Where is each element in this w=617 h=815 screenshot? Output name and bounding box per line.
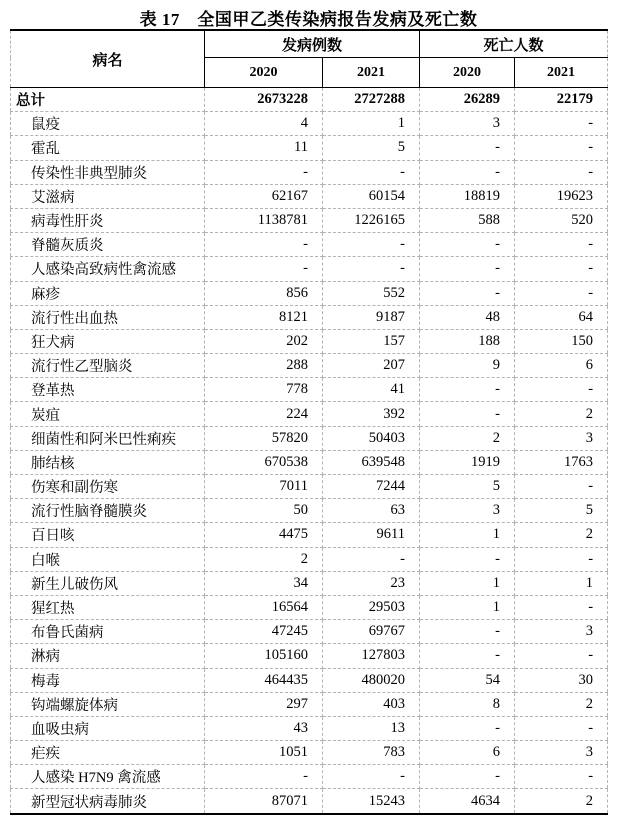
table-header (11, 30, 608, 88)
header-row-groups (11, 30, 608, 58)
value-cell: 48 (420, 305, 515, 329)
value-cell: 5 (323, 136, 420, 160)
disease-name-cell: 伤寒和副伤寒 (11, 475, 205, 499)
value-cell: 7011 (205, 475, 323, 499)
value-cell: 9 (420, 354, 515, 378)
value-cell: - (205, 765, 323, 789)
table-row (11, 160, 608, 184)
disease-name-cell: 新生儿破伤风 (11, 571, 205, 595)
value-cell: 30 (515, 668, 608, 692)
table-row (11, 112, 608, 136)
disease-name-cell: 霍乱 (11, 136, 205, 160)
value-cell: 639548 (323, 450, 420, 474)
value-cell: - (420, 547, 515, 571)
value-cell: 783 (323, 741, 420, 765)
value-cell: - (420, 765, 515, 789)
value-cell: 297 (205, 692, 323, 716)
value-cell: 856 (205, 281, 323, 305)
disease-name-cell: 淋病 (11, 644, 205, 668)
value-cell: - (515, 765, 608, 789)
value-cell: 1226165 (323, 208, 420, 232)
table-row (11, 789, 608, 814)
total-deaths-2021: 22179 (515, 88, 608, 112)
value-cell: 778 (205, 378, 323, 402)
value-cell: 8 (420, 692, 515, 716)
value-cell: 87071 (205, 789, 323, 814)
table-row (11, 571, 608, 595)
value-cell: 1051 (205, 741, 323, 765)
value-cell: 64 (515, 305, 608, 329)
table-row (11, 595, 608, 619)
value-cell: 392 (323, 402, 420, 426)
table-row (11, 184, 608, 208)
value-cell: - (323, 160, 420, 184)
table-row (11, 523, 608, 547)
value-cell: - (420, 644, 515, 668)
disease-name-cell: 脊髓灰质炎 (11, 233, 205, 257)
value-cell: 127803 (323, 644, 420, 668)
table-body (11, 88, 608, 814)
value-cell: 2 (205, 547, 323, 571)
disease-name-cell: 梅毒 (11, 668, 205, 692)
value-cell: 3 (515, 741, 608, 765)
disease-name-cell: 猩红热 (11, 595, 205, 619)
value-cell: 1 (420, 523, 515, 547)
column-header-cases-2021: 2021 (323, 58, 420, 88)
value-cell: 47245 (205, 620, 323, 644)
value-cell: - (515, 233, 608, 257)
value-cell: 157 (323, 329, 420, 353)
value-cell: - (515, 716, 608, 740)
value-cell: 2 (515, 692, 608, 716)
value-cell: - (420, 281, 515, 305)
value-cell: 18819 (420, 184, 515, 208)
table-row (11, 257, 608, 281)
value-cell: 188 (420, 329, 515, 353)
column-group-deaths: 死亡人数 (420, 30, 608, 58)
value-cell: 3 (515, 620, 608, 644)
value-cell: 1 (515, 571, 608, 595)
value-cell: 6 (420, 741, 515, 765)
disease-name-cell: 流行性乙型脑炎 (11, 354, 205, 378)
page-title: 表 17 全国甲乙类传染病报告发病及死亡数 (139, 10, 478, 29)
disease-name-cell: 鼠疫 (11, 112, 205, 136)
value-cell: 207 (323, 354, 420, 378)
value-cell: 4475 (205, 523, 323, 547)
value-cell: 3 (515, 426, 608, 450)
value-cell: 9187 (323, 305, 420, 329)
table-row (11, 716, 608, 740)
value-cell: 69767 (323, 620, 420, 644)
table-row (11, 136, 608, 160)
disease-name-cell: 布鲁氏菌病 (11, 620, 205, 644)
value-cell: 54 (420, 668, 515, 692)
value-cell: 1 (323, 112, 420, 136)
value-cell: - (515, 475, 608, 499)
value-cell: - (205, 160, 323, 184)
table-row (11, 644, 608, 668)
value-cell: 43 (205, 716, 323, 740)
disease-name-cell: 狂犬病 (11, 329, 205, 353)
table-row (11, 305, 608, 329)
disease-name-cell: 传染性非典型肺炎 (11, 160, 205, 184)
disease-name-cell: 流行性出血热 (11, 305, 205, 329)
value-cell: 16564 (205, 595, 323, 619)
disease-name-cell: 细菌性和阿米巴性痢疾 (11, 426, 205, 450)
value-cell: 202 (205, 329, 323, 353)
value-cell: - (420, 257, 515, 281)
column-header-cases-2020: 2020 (205, 58, 323, 88)
value-cell: 105160 (205, 644, 323, 668)
value-cell: 552 (323, 281, 420, 305)
column-header-deaths-2021: 2021 (515, 58, 608, 88)
value-cell: - (323, 765, 420, 789)
value-cell: 1138781 (205, 208, 323, 232)
total-label: 总计 (11, 88, 205, 112)
table-row (11, 426, 608, 450)
value-cell: 3 (420, 499, 515, 523)
value-cell: - (323, 233, 420, 257)
value-cell: 1919 (420, 450, 515, 474)
value-cell: 3 (420, 112, 515, 136)
value-cell: - (515, 257, 608, 281)
disease-name-cell: 肺结核 (11, 450, 205, 474)
value-cell: - (323, 547, 420, 571)
value-cell: - (323, 257, 420, 281)
column-header-deaths-2020: 2020 (420, 58, 515, 88)
disease-name-cell: 百日咳 (11, 523, 205, 547)
value-cell: 4634 (420, 789, 515, 814)
value-cell: 7244 (323, 475, 420, 499)
disease-name-cell: 人感染高致病性禽流感 (11, 257, 205, 281)
value-cell: 150 (515, 329, 608, 353)
value-cell: 2 (515, 402, 608, 426)
value-cell: 15243 (323, 789, 420, 814)
disease-name-cell: 人感染 H7N9 禽流感 (11, 765, 205, 789)
value-cell: - (515, 547, 608, 571)
disease-name-cell: 白喉 (11, 547, 205, 571)
value-cell: - (420, 716, 515, 740)
table-row (11, 450, 608, 474)
disease-name-cell: 病毒性肝炎 (11, 208, 205, 232)
value-cell: 520 (515, 208, 608, 232)
value-cell: - (515, 378, 608, 402)
value-cell: - (515, 136, 608, 160)
table-row (11, 354, 608, 378)
disease-name-cell: 新型冠状病毒肺炎 (11, 789, 205, 814)
value-cell: 2 (515, 789, 608, 814)
table-row (11, 378, 608, 402)
value-cell: 5 (420, 475, 515, 499)
value-cell: - (420, 233, 515, 257)
value-cell: 23 (323, 571, 420, 595)
table-row (11, 741, 608, 765)
value-cell: 224 (205, 402, 323, 426)
value-cell: 62167 (205, 184, 323, 208)
total-cases-2021: 2727288 (323, 88, 420, 112)
value-cell: 60154 (323, 184, 420, 208)
column-group-cases: 发病例数 (205, 30, 420, 58)
disease-name-cell: 麻疹 (11, 281, 205, 305)
value-cell: 50403 (323, 426, 420, 450)
total-deaths-2020: 26289 (420, 88, 515, 112)
disease-name-cell: 流行性脑脊髓膜炎 (11, 499, 205, 523)
value-cell: - (420, 136, 515, 160)
table-row (11, 499, 608, 523)
value-cell: 5 (515, 499, 608, 523)
value-cell: - (420, 160, 515, 184)
value-cell: 588 (420, 208, 515, 232)
column-header-disease: 病名 (11, 30, 205, 88)
value-cell: 464435 (205, 668, 323, 692)
disease-name-cell: 炭疽 (11, 402, 205, 426)
value-cell: 9611 (323, 523, 420, 547)
disease-name-cell: 登革热 (11, 378, 205, 402)
value-cell: - (515, 112, 608, 136)
value-cell: - (420, 402, 515, 426)
value-cell: 1763 (515, 450, 608, 474)
value-cell: - (515, 281, 608, 305)
value-cell: - (420, 378, 515, 402)
value-cell: 57820 (205, 426, 323, 450)
value-cell: 19623 (515, 184, 608, 208)
value-cell: 11 (205, 136, 323, 160)
value-cell: 41 (323, 378, 420, 402)
disease-name-cell: 血吸虫病 (11, 716, 205, 740)
table-row (11, 765, 608, 789)
value-cell: - (515, 160, 608, 184)
total-row (11, 88, 608, 112)
table-row (11, 402, 608, 426)
table-row (11, 281, 608, 305)
infectious-disease-table (10, 29, 608, 815)
disease-name-cell: 艾滋病 (11, 184, 205, 208)
table-row (11, 547, 608, 571)
value-cell: 6 (515, 354, 608, 378)
value-cell: 13 (323, 716, 420, 740)
table-row (11, 208, 608, 232)
value-cell: 50 (205, 499, 323, 523)
value-cell: 288 (205, 354, 323, 378)
value-cell: 34 (205, 571, 323, 595)
table-row (11, 692, 608, 716)
table-row (11, 475, 608, 499)
value-cell: 2 (515, 523, 608, 547)
value-cell: 670538 (205, 450, 323, 474)
value-cell: 29503 (323, 595, 420, 619)
value-cell: - (205, 257, 323, 281)
value-cell: - (515, 644, 608, 668)
value-cell: 8121 (205, 305, 323, 329)
value-cell: 1 (420, 595, 515, 619)
value-cell: 1 (420, 571, 515, 595)
value-cell: - (515, 595, 608, 619)
disease-name-cell: 疟疾 (11, 741, 205, 765)
disease-name-cell: 钩端螺旋体病 (11, 692, 205, 716)
table-row (11, 668, 608, 692)
total-cases-2020: 2673228 (205, 88, 323, 112)
value-cell: 480020 (323, 668, 420, 692)
value-cell: 63 (323, 499, 420, 523)
table-row (11, 233, 608, 257)
value-cell: 2 (420, 426, 515, 450)
table-row (11, 329, 608, 353)
value-cell: 4 (205, 112, 323, 136)
value-cell: - (205, 233, 323, 257)
value-cell: 403 (323, 692, 420, 716)
value-cell: - (420, 620, 515, 644)
table-row (11, 620, 608, 644)
